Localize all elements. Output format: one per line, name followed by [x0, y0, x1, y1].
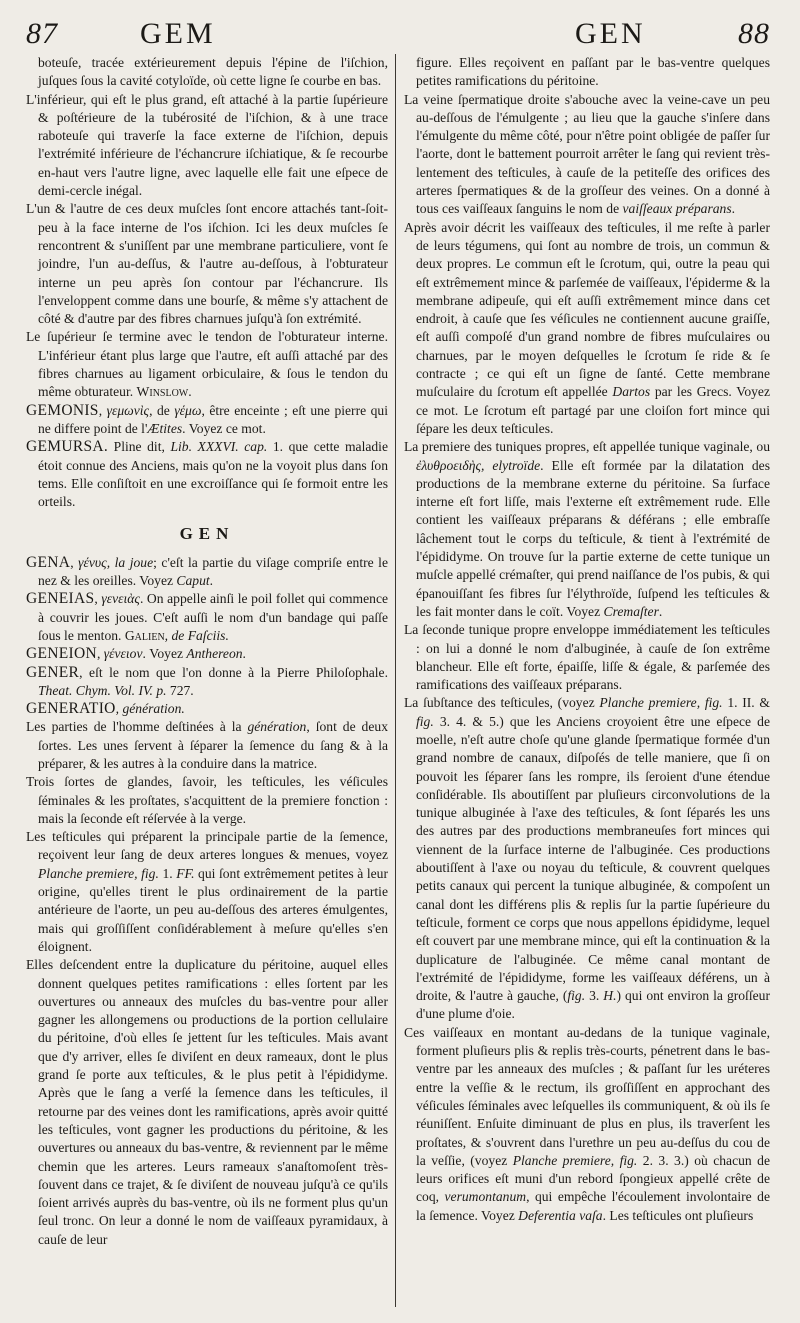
greek-term: γεμωνὶς [106, 402, 150, 418]
entry-generatio [26, 700, 388, 718]
figure-reference: Planche premiere, fig. [512, 1152, 638, 1168]
cross-reference: Anthereon [186, 646, 243, 662]
paragraph-text: 3. [585, 988, 604, 1004]
figure-reference: FF. [176, 865, 195, 881]
figure-reference: fig. [416, 713, 434, 729]
paragraph-text: Le ſupérieur ſe termine avec le tendon de l'obturateur interne. L'inférieur étant plus large que l'autre, eſt auſſi attaché par des fibres charnues au ligament orbiculaire, & ſous le tendon du même obturateur. [26, 329, 388, 400]
figure-reference: Planche premiere, fig. [38, 865, 159, 881]
paragraph [26, 718, 388, 773]
entry-gena: GENA, γένυς, la joue; c'eſt la partie du viſage compriſe entre le nez & les oreilles. Voyez Caput. [26, 553, 388, 589]
entry-gemursa [26, 438, 388, 511]
running-headword-left: GEM [140, 17, 216, 50]
paragraph-text: La ſubſtance des teſticules, (voyez [404, 695, 600, 711]
entry-geneion: GENEION, γένειον. Voyez Anthereon. [26, 645, 246, 663]
paragraph: Trois ſortes de glandes, ſavoir, les teſticules, les véſicules ſéminales & les proſtates, s'acquittent de la premiere fonction : mais la ſeconde eſt réſervée à la verge. [26, 774, 388, 826]
french-gloss: , la joue [106, 554, 154, 570]
paragraph-text: ) qui ont environ la groſſeur d'une plume d'oie. [416, 988, 770, 1022]
paragraph [404, 91, 770, 219]
paragraph-text: 3. 4. & 5.) que les Anciens croyoient être une eſpece de moelle, n'eſt autre choſe qu'une glande ſpermatique formée d'un grand nombre de canaux, diſpoſés de telle maniere, que ſi on pouvoit les ſéparer ſans les rompre, ils ſeroient d'une étendue conſidérable. Ils aboutiſſent par pluſieurs circonvolutions de la tunique albuginée à l'axe des teſticules, & ſont ſéparés les uns des autres par des productions membraneuſes fort minces qui viennent de la ſurface interne de l'albuginée. Ces productions aboutiſſent à l'axe ou noyau du teſticule, & couvrent quelques petits canaux qui percent la tunique albuginée, & compoſent un canal dont les différens plis & replis ſur la partie ſupérieure du teſticule, forment ce corps que nous appellons épididyme, lequel eſt couvert par une membrane mince, qui eſt la continuation & la duplicature de l'albuginée. Ce même canal montant de l'extrémité de l'épididyme, forme les vaiſſeaux déférens, un à droite, & l'autre à gauche, ( [416, 713, 770, 1004]
figure-reference: H. [603, 988, 617, 1004]
entry-text: 1. que cette maladie étoit connue des Anciens, mais qu'on ne la voyoit plus dans ſon tems. Elle conſiſtoit en une excroiſſance qui ſe formoit entre les orteils. [38, 439, 388, 510]
entry-text: ; c'eſt la partie du viſage compriſe entre le nez & les oreilles. Voyez [38, 554, 388, 589]
author-name: Galien [124, 627, 165, 643]
figure-reference: fig. [567, 988, 586, 1004]
paragraph-text: . [731, 201, 736, 217]
headword: GEMONIS [26, 401, 99, 419]
paragraph [26, 328, 388, 401]
headword: GEMURSA. [26, 438, 109, 456]
entry-text: , eſt le nom que l'on donne à la Pierre Philoſophale. [79, 664, 388, 680]
paragraph-text: . [658, 603, 663, 619]
greek-term: γένειον [103, 646, 143, 662]
emphasis: verumontanum [444, 1189, 527, 1205]
emphasis: vaiſſeaux préparans [622, 201, 732, 217]
paragraph-text: La veine ſpermatique droite s'abouche avec la veine-cave un peu au-deſſous de l'émulgente ; au lieu que la gauche s'inſere dans l'émulgente du même côté, pour n'être point obligée de paſſer ſur l'aorte, dont le battement pourroit arrêter le ſang qui revient très-lentement des teſticules, à cauſe de la petiteſſe des orifices des arteres ſpermatiques & de la groſſeur des veines. On a donné à tous ces vaiſſeaux ſanguins le nom de [404, 91, 770, 217]
citation: Theat. Chym. Vol. IV. p. [38, 682, 167, 698]
citation: , de Faſciis. [164, 627, 229, 643]
paragraph-text: . Elle eſt formée par la dilatation des productions de la membrane externe du péritoine. Sa ſurface interne eſt fort liſſe, mais l'externe eſt extrêmement rude. Elle contient les vaiſſeaux préparans & déférans ; elle embraſſe lâchement tout le corps du teſticule, & tient à l'extrémité de l'épididyme. On trouve ſur la partie externe de cette tunique un muſcle appellé crémaſter, qui prend naiſſance de l'os pubis, & qui épanouiſſant ſes fibres ſur l'élythroïde, ſuſpend les teſticules & les fait monter dans le coït. Voyez [416, 457, 770, 619]
headword: GENERATIO [26, 700, 116, 718]
entry-text: , être enceinte ; eſt une pierre qui ne differe point de l' [38, 402, 388, 436]
entry-text: . Voyez [142, 646, 187, 662]
entry-text: . [242, 646, 246, 662]
running-headword-right: GEN [575, 17, 646, 50]
left-column [26, 54, 388, 1313]
section-heading: GEN [179, 524, 235, 544]
paragraph [404, 438, 770, 621]
paragraph [404, 219, 770, 439]
page-number-right: 88 [738, 17, 770, 50]
paragraph [26, 828, 388, 956]
paragraph-text: Ces vaiſſeaux en montant au-dedans de la tunique vaginale, forment pluſieurs plis & replis très-courts, pénetrent dans le bas-ventre par les anneaux des muſcles ; & paſſant ſur les uréteres entre la veſſie & le rectum, ils groſſiſſent en approchant des véſicules ſéminales avec leſquelles ils communiquent, & où ils ſe réuniſſent. Enſuite diminuant de plus en plus, ils traverſent les proſtates, & s'ouvrent dans l'urethre un peu au-deſſus du cou de la veſſie, (voyez [404, 1024, 770, 1168]
emphasis: Dartos [612, 384, 651, 400]
paragraph-text: 1. II. & [722, 695, 770, 711]
headword: GENEIAS [26, 590, 95, 608]
paragraph-text: 1. [158, 865, 177, 881]
paragraph [404, 694, 770, 1023]
page-number-left: 87 [26, 17, 58, 50]
cross-reference: Caput [176, 573, 210, 589]
paragraph: Elles deſcendent entre la duplicature du péritoine, auquel elles donnent quelques petites ramifications : elles ſortent par les ouvertures ou anneaux des muſcles du bas-ventre pour aller gagner les allongemens ou productions de la portion cellulaire du péritoine, d'où elles ſe jettent ſur les teſticules. Mais avant que d'y arriver, elles ſe diviſent en deux rameaux, dont le plus grand ſe porte aux teſticules, & le plus petit à l'épididyme. Après que le ſang a verſé la ſemence dans les teſticules, il retourne par des veines dont les ramifications, après avoir quitté les teſticules, vont gagner les productions du péritoine, & les ouvertures ou anneaux du bas-ventre, & reviennent par le même chemin que les arteres. Leurs rameaux s'anaſtomoſent très-ſouvent dans ce trajet, & ſe diviſent de nouveau juſqu'à ce qu'ils ſoient arrivés auprès du bas-ventre, où ils ne forment plus qu'un ſeul tronc. On leur a donné le nom de vaiſſeaux pyramidaux, à cauſe de leur [26, 957, 388, 1247]
cross-reference: Deferentia vaſa [518, 1207, 603, 1223]
entry-text: 727. [166, 682, 194, 698]
column-divider [395, 54, 396, 1307]
entry-gener [26, 664, 388, 701]
paragraph-text: , ſont de deux ſortes. Les unes ſervent à ſéparer la ſemence du ſang & à la préparer, & les autres à la conduire dans la matrice. [38, 719, 388, 771]
paragraph-text: qui ſont extrêmement petites à leur origine, qu'elles tirent le plus ordinairement de la partie antérieure de l'aorte, un peu au-deſſous des arteres émulgentes, mais qui groſſiſſent conſidérablement à meſure qu'elles s'en éloignent. [38, 865, 388, 954]
paragraph [404, 1024, 770, 1225]
greek-term: γενειὰς [101, 591, 140, 607]
paragraph: boteuſe, tracée extérieurement depuis l'épine de l'iſchion, juſques ſous la cavité cotyloïde, où cette ligne ſe courbe en bas. [38, 55, 388, 89]
cross-reference: Cremaſter [603, 603, 659, 619]
entry-geneias: GENEIAS, γενειὰς. On appelle ainſi le poil follet qui commence à couvrir les joues. C'eſt auſſi le nom d'un bandage qui paſſe ſous le menton. Galien, de Faſciis. [26, 590, 388, 643]
paragraph: L'inférieur, qui eſt le plus grand, eſt attaché à la partie ſupérieure & poſtérieure de la tubérosité de l'iſchion, & à une trace raboteuſe qui traverſe la face externe de l'iſchion, depuis l'extrémité inférieure de l'échancrure iſchiatique, & ſe recourbe en-haut vers l'autre ligne, avec laquelle elle fait une eſpece de demi-cercle inégal. [26, 91, 388, 199]
headword: GENA [26, 553, 71, 571]
paragraph-text: . Les teſticules ont pluſieurs [602, 1207, 754, 1223]
paragraph-text: Après avoir décrit les vaiſſeaux des teſticules, il me reſte à parler de leurs tégumens, qui ſont au nombre de trois, un commun & deux propres. Le commun eſt le ſcrotum, qui, outre la peau qui eſt extrêmement mince & parſemée de vaiſſeaux, l'épiderme & la membrane adipeuſe, qui eſt auſſi extrêmement mince dans cet endroit, à cauſe que ſes véſicules ne contiennent aucune graiſſe, eſt auſſi compoſé d'un grand nombre de fibres muſculaires ou charnues, par le moyen deſquelles le ſcrotum ſe ride & ſe contracte ; ce qui eſt un ſigne de ſanté. Cette membrane muſculaire du ſcrotum eſt appellée [404, 219, 770, 400]
entry-text: , de [149, 402, 170, 418]
headword: GENER [26, 663, 80, 681]
entry-text: . On appelle ainſi le poil follet qui commence à couvrir les joues. C'eſt auſſi le nom d'un bandage qui paſſe ſous le menton. [38, 591, 388, 643]
paragraph-text: Les teſticules qui préparent la principale partie de la ſemence, reçoivent leur ſang de deux arteres longues & menues, voyez [26, 829, 388, 863]
paragraph-text: 2. 3. 3.) où chacun de leurs orifices eſt muni d'un rebord ſpongieux appellé crête de coq, [416, 1152, 770, 1205]
entry-text: . [209, 573, 214, 589]
paragraph-text: , qui empêche l'écoulement involontaire de la ſemence. Voyez [416, 1189, 770, 1223]
running-header [0, 14, 800, 54]
greek-term: ἐλυθροειδὴς [416, 457, 481, 473]
author-name: Winslow. [136, 384, 192, 400]
entry-gemonis: GEMONIS, γεμωνὶς, de γέμω, être enceinte ; eſt une pierre qui ne differe point de l'Ætites. Voyez ce mot. [26, 401, 388, 436]
entry-text: . Voyez ce mot. [182, 420, 266, 436]
paragraph-text: La premiere des tuniques propres, eſt appellée tunique vaginale, ou [404, 439, 770, 455]
paragraph-text: par les Grecs. Voyez ce mot. Le ſcrotum eſt partagé par une cloiſon fort mince qui ſépare les deux teſticules. [416, 384, 770, 436]
citation: Lib. XXXVI. cap. [170, 439, 268, 455]
emphasis: , elytroïde [480, 457, 541, 473]
emphasis: génération [247, 719, 307, 735]
paragraph-text: Les parties de l'homme deſtinées à la [26, 719, 248, 735]
paragraph: L'un & l'autre de ces deux muſcles ſont encore attachés tant-ſoit-peu à la face interne de l'os iſchion. Ici les deux muſcles ſe rencontrent & s'uniſſent par une membrane particuliere, vont ſe joindre, l'un au-deſſus, & l'autre au-deſſous, à l'obturateur interne un peu après ſon contour par l'échancrure. Ils l'enveloppent comme dans une bourſe, & même s'y attachent de côté & d'autre par des fibres charnues juſqu'à ſon extrémité. [26, 201, 388, 327]
greek-term: γέμω [174, 402, 202, 418]
right-column [404, 54, 770, 1313]
paragraph: La ſeconde tunique propre enveloppe immédiatement les teſticules : on lui a donné le nom d'albuginée, à cauſe de ſon extrême blancheur. Elle eſt forte, épaiſſe, liſſe & égale, & parſemée des ramifications des vaiſſeaux préparans. [404, 622, 770, 693]
french-gloss: , génération. [115, 701, 185, 717]
cross-reference: Ætites [147, 420, 183, 436]
paragraph: figure. Elles reçoivent en paſſant par le bas-ventre quelques petites ramifications du péritoine. [416, 55, 770, 89]
greek-term: γένυς [78, 554, 107, 570]
headword: GENEION [26, 645, 97, 663]
entry-text: Pline dit, [108, 439, 171, 455]
figure-reference: Planche premiere, fig. [599, 695, 723, 711]
